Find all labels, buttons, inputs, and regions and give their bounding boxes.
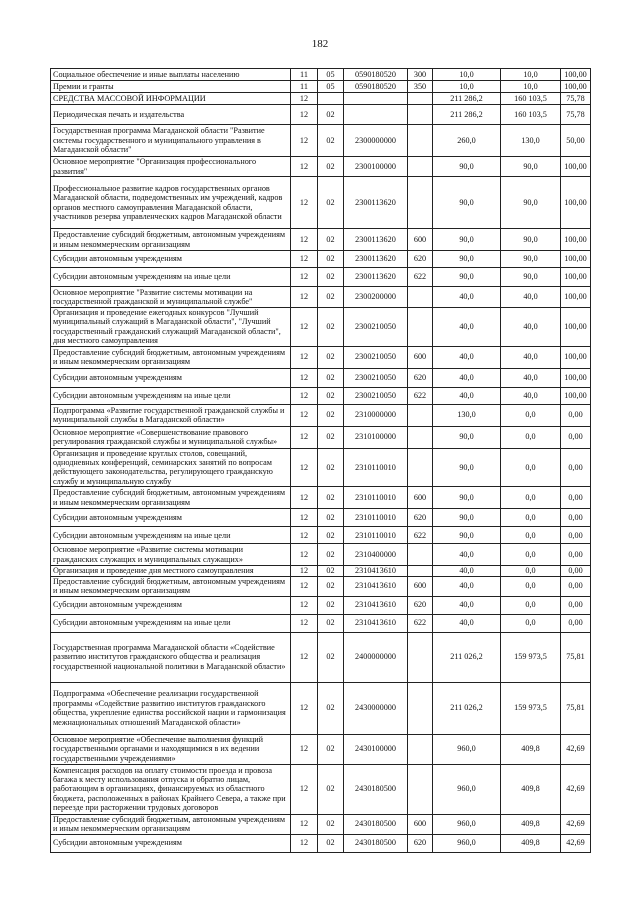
cell-target-code: 2310413610 bbox=[344, 576, 408, 596]
cell-percent: 50,00 bbox=[561, 125, 591, 157]
cell-name: Подпрограмма «Обеспечение реализации государственной программы «Содействие развитию институтов гражданского общества, укрепление единства российской нации и гармонизация межнациональных отношений Магаданской области» bbox=[51, 682, 291, 734]
table-row bbox=[51, 125, 591, 157]
cell-section: 12 bbox=[291, 682, 318, 734]
cell-expense-type bbox=[408, 544, 433, 566]
cell-subsection: 02 bbox=[318, 734, 344, 764]
cell-planned: 90,0 bbox=[433, 426, 501, 448]
cell-planned: 40,0 bbox=[433, 287, 501, 308]
cell-section: 12 bbox=[291, 448, 318, 487]
cell-name: СРЕДСТВА МАССОВОЙ ИНФОРМАЦИИ bbox=[51, 93, 291, 105]
cell-section: 12 bbox=[291, 487, 318, 509]
cell-section: 12 bbox=[291, 632, 318, 682]
cell-target-code: 2300210050 bbox=[344, 346, 408, 368]
cell-subsection: 02 bbox=[318, 387, 344, 404]
table-row bbox=[51, 308, 591, 347]
table-row bbox=[51, 93, 591, 105]
cell-actual: 409,8 bbox=[501, 834, 561, 852]
cell-subsection: 05 bbox=[318, 81, 344, 93]
cell-expense-type: 622 bbox=[408, 527, 433, 544]
cell-expense-type: 350 bbox=[408, 81, 433, 93]
cell-expense-type bbox=[408, 93, 433, 105]
cell-name: Предоставление субсидий бюджетным, автономным учреждениям и иным некоммерческим организациям bbox=[51, 487, 291, 509]
cell-target-code: 2310413610 bbox=[344, 566, 408, 576]
cell-subsection: 02 bbox=[318, 426, 344, 448]
cell-target-code bbox=[344, 93, 408, 105]
cell-planned: 90,0 bbox=[433, 487, 501, 509]
cell-target-code: 2310400000 bbox=[344, 544, 408, 566]
cell-percent: 75,78 bbox=[561, 105, 591, 125]
cell-expense-type: 620 bbox=[408, 509, 433, 527]
cell-actual: 0,0 bbox=[501, 487, 561, 509]
cell-section: 12 bbox=[291, 308, 318, 347]
cell-subsection: 02 bbox=[318, 834, 344, 852]
cell-expense-type: 622 bbox=[408, 268, 433, 287]
cell-actual: 0,0 bbox=[501, 509, 561, 527]
cell-name: Социальное обеспечение и иные выплаты населению bbox=[51, 69, 291, 81]
cell-target-code: 2400000000 bbox=[344, 632, 408, 682]
cell-section: 12 bbox=[291, 814, 318, 834]
cell-expense-type bbox=[408, 566, 433, 576]
cell-actual: 0,0 bbox=[501, 576, 561, 596]
cell-expense-type bbox=[408, 734, 433, 764]
cell-name: Предоставление субсидий бюджетным, автономным учреждениям и иным некоммерческим организациям bbox=[51, 576, 291, 596]
cell-subsection: 02 bbox=[318, 614, 344, 632]
table-row bbox=[51, 596, 591, 614]
cell-percent: 100,00 bbox=[561, 368, 591, 387]
table-row bbox=[51, 487, 591, 509]
cell-expense-type: 600 bbox=[408, 814, 433, 834]
cell-percent: 100,00 bbox=[561, 69, 591, 81]
cell-subsection: 02 bbox=[318, 566, 344, 576]
cell-section: 12 bbox=[291, 177, 318, 229]
cell-actual: 40,0 bbox=[501, 346, 561, 368]
cell-actual: 90,0 bbox=[501, 177, 561, 229]
cell-actual: 90,0 bbox=[501, 157, 561, 177]
cell-planned: 90,0 bbox=[433, 448, 501, 487]
cell-name: Организация и проведение дня местного самоуправления bbox=[51, 566, 291, 576]
cell-name: Организация и проведение круглых столов, совещаний, однодневных конференций, семинарских занятий по вопросам действующего законодательства, регулирующего гражданскую службу и муниципальную службу bbox=[51, 448, 291, 487]
cell-planned: 40,0 bbox=[433, 368, 501, 387]
table-row bbox=[51, 287, 591, 308]
cell-percent: 42,69 bbox=[561, 764, 591, 814]
cell-name: Премии и гранты bbox=[51, 81, 291, 93]
cell-name: Субсидии автономным учреждениям bbox=[51, 596, 291, 614]
cell-target-code: 2300210050 bbox=[344, 308, 408, 347]
cell-percent: 0,00 bbox=[561, 426, 591, 448]
cell-section: 12 bbox=[291, 576, 318, 596]
cell-planned: 40,0 bbox=[433, 566, 501, 576]
cell-name: Основное мероприятие «Совершенствование правового регулирования гражданской службы и муниципальной службы» bbox=[51, 426, 291, 448]
cell-target-code: 2310110010 bbox=[344, 487, 408, 509]
table-row bbox=[51, 81, 591, 93]
budget-table bbox=[50, 68, 591, 853]
cell-target-code: 2300210050 bbox=[344, 387, 408, 404]
table-row bbox=[51, 734, 591, 764]
cell-section: 12 bbox=[291, 93, 318, 105]
cell-actual: 0,0 bbox=[501, 614, 561, 632]
cell-expense-type: 620 bbox=[408, 251, 433, 268]
cell-percent: 75,81 bbox=[561, 682, 591, 734]
cell-subsection: 02 bbox=[318, 509, 344, 527]
cell-percent: 100,00 bbox=[561, 287, 591, 308]
cell-section: 12 bbox=[291, 105, 318, 125]
cell-section: 12 bbox=[291, 387, 318, 404]
cell-subsection: 02 bbox=[318, 251, 344, 268]
cell-percent: 0,00 bbox=[561, 576, 591, 596]
cell-target-code: 2430180500 bbox=[344, 764, 408, 814]
cell-section: 11 bbox=[291, 69, 318, 81]
cell-actual: 10,0 bbox=[501, 81, 561, 93]
cell-planned: 40,0 bbox=[433, 346, 501, 368]
table-row bbox=[51, 834, 591, 852]
cell-section: 12 bbox=[291, 368, 318, 387]
cell-name: Компенсация расходов на оплату стоимости проезда и провоза багажа к месту использования отпуска и обратно лицам, работающим в организациях, финансируемых из областного бюджета, расположенных в районах Крайнего Севера, а также при переезде при расторжении трудовых договоров bbox=[51, 764, 291, 814]
cell-percent: 100,00 bbox=[561, 251, 591, 268]
cell-planned: 960,0 bbox=[433, 764, 501, 814]
cell-subsection: 02 bbox=[318, 346, 344, 368]
cell-section: 12 bbox=[291, 125, 318, 157]
cell-expense-type: 620 bbox=[408, 834, 433, 852]
cell-expense-type: 620 bbox=[408, 368, 433, 387]
cell-target-code: 2300113620 bbox=[344, 268, 408, 287]
cell-target-code: 2310110010 bbox=[344, 448, 408, 487]
cell-subsection: 02 bbox=[318, 814, 344, 834]
cell-actual: 10,0 bbox=[501, 69, 561, 81]
cell-actual: 0,0 bbox=[501, 527, 561, 544]
table-row bbox=[51, 426, 591, 448]
table-row bbox=[51, 544, 591, 566]
cell-planned: 960,0 bbox=[433, 834, 501, 852]
cell-planned: 90,0 bbox=[433, 157, 501, 177]
table-row bbox=[51, 69, 591, 81]
cell-target-code: 2430180500 bbox=[344, 814, 408, 834]
cell-name: Основное мероприятие "Организация профессионального развития" bbox=[51, 157, 291, 177]
cell-percent: 100,00 bbox=[561, 346, 591, 368]
cell-target-code: 2300113620 bbox=[344, 229, 408, 251]
cell-percent: 42,69 bbox=[561, 734, 591, 764]
cell-actual: 90,0 bbox=[501, 251, 561, 268]
cell-percent: 100,00 bbox=[561, 177, 591, 229]
cell-target-code: 2300210050 bbox=[344, 368, 408, 387]
table-row bbox=[51, 566, 591, 576]
cell-subsection: 02 bbox=[318, 682, 344, 734]
cell-subsection: 02 bbox=[318, 764, 344, 814]
cell-subsection: 02 bbox=[318, 287, 344, 308]
cell-expense-type bbox=[408, 177, 433, 229]
cell-name: Субсидии автономным учреждениям на иные цели bbox=[51, 387, 291, 404]
cell-actual: 409,8 bbox=[501, 734, 561, 764]
cell-percent: 0,00 bbox=[561, 614, 591, 632]
cell-percent: 0,00 bbox=[561, 544, 591, 566]
cell-expense-type bbox=[408, 157, 433, 177]
cell-target-code: 2430000000 bbox=[344, 682, 408, 734]
cell-section: 12 bbox=[291, 426, 318, 448]
cell-expense-type: 600 bbox=[408, 576, 433, 596]
cell-subsection: 02 bbox=[318, 105, 344, 125]
cell-subsection: 02 bbox=[318, 596, 344, 614]
table-row bbox=[51, 527, 591, 544]
table-row bbox=[51, 632, 591, 682]
cell-actual: 90,0 bbox=[501, 268, 561, 287]
cell-name: Субсидии автономным учреждениям bbox=[51, 509, 291, 527]
cell-planned: 960,0 bbox=[433, 734, 501, 764]
cell-planned: 211 026,2 bbox=[433, 682, 501, 734]
cell-planned: 211 026,2 bbox=[433, 632, 501, 682]
cell-planned: 90,0 bbox=[433, 527, 501, 544]
cell-actual: 40,0 bbox=[501, 368, 561, 387]
cell-name: Предоставление субсидий бюджетным, автономным учреждениям и иным некоммерческим организациям bbox=[51, 814, 291, 834]
cell-percent: 75,81 bbox=[561, 632, 591, 682]
cell-expense-type bbox=[408, 287, 433, 308]
cell-target-code: 0590180520 bbox=[344, 69, 408, 81]
cell-target-code: 2310110010 bbox=[344, 509, 408, 527]
cell-name: Организация и проведение ежегодных конкурсов "Лучший муниципальный служащий в Магаданской области", "Лучший государственный гражданский служащий Магаданской области", дня местного самоуправления bbox=[51, 308, 291, 347]
cell-name: Периодическая печать и издательства bbox=[51, 105, 291, 125]
cell-planned: 90,0 bbox=[433, 268, 501, 287]
cell-subsection: 02 bbox=[318, 125, 344, 157]
cell-percent: 42,69 bbox=[561, 834, 591, 852]
table-row bbox=[51, 576, 591, 596]
cell-expense-type bbox=[408, 632, 433, 682]
cell-section: 12 bbox=[291, 509, 318, 527]
cell-subsection: 02 bbox=[318, 177, 344, 229]
table-row bbox=[51, 682, 591, 734]
cell-subsection: 02 bbox=[318, 527, 344, 544]
cell-name: Подпрограмма «Развитие государственной гражданской службы и муниципальной службы в Магаданской области» bbox=[51, 404, 291, 426]
cell-planned: 40,0 bbox=[433, 596, 501, 614]
cell-actual: 160 103,5 bbox=[501, 93, 561, 105]
cell-percent: 100,00 bbox=[561, 308, 591, 347]
table-row bbox=[51, 614, 591, 632]
cell-planned: 260,0 bbox=[433, 125, 501, 157]
table-row bbox=[51, 368, 591, 387]
cell-section: 12 bbox=[291, 251, 318, 268]
table-row bbox=[51, 387, 591, 404]
cell-section: 12 bbox=[291, 596, 318, 614]
page-number: 182 bbox=[311, 38, 329, 50]
cell-expense-type bbox=[408, 105, 433, 125]
cell-section: 12 bbox=[291, 566, 318, 576]
cell-expense-type: 600 bbox=[408, 487, 433, 509]
cell-subsection: 05 bbox=[318, 69, 344, 81]
cell-percent: 100,00 bbox=[561, 229, 591, 251]
cell-target-code: 2310413610 bbox=[344, 596, 408, 614]
cell-subsection: 02 bbox=[318, 576, 344, 596]
table-row bbox=[51, 177, 591, 229]
cell-target-code: 2430180500 bbox=[344, 834, 408, 852]
cell-name: Субсидии автономным учреждениям bbox=[51, 368, 291, 387]
cell-actual: 40,0 bbox=[501, 387, 561, 404]
cell-name: Предоставление субсидий бюджетным, автономным учреждениям и иным некоммерческим организациям bbox=[51, 346, 291, 368]
cell-percent: 0,00 bbox=[561, 404, 591, 426]
cell-planned: 130,0 bbox=[433, 404, 501, 426]
cell-expense-type: 600 bbox=[408, 346, 433, 368]
cell-planned: 90,0 bbox=[433, 229, 501, 251]
cell-target-code: 2300113620 bbox=[344, 251, 408, 268]
cell-actual: 160 103,5 bbox=[501, 105, 561, 125]
cell-expense-type bbox=[408, 682, 433, 734]
table-row bbox=[51, 346, 591, 368]
cell-percent: 0,00 bbox=[561, 509, 591, 527]
cell-name: Предоставление субсидий бюджетным, автономным учреждениям и иным некоммерческим организациям bbox=[51, 229, 291, 251]
table-row bbox=[51, 814, 591, 834]
table-row bbox=[51, 157, 591, 177]
cell-planned: 40,0 bbox=[433, 387, 501, 404]
cell-expense-type bbox=[408, 308, 433, 347]
cell-planned: 960,0 bbox=[433, 814, 501, 834]
cell-target-code: 2300000000 bbox=[344, 125, 408, 157]
cell-target-code: 2430100000 bbox=[344, 734, 408, 764]
cell-percent: 100,00 bbox=[561, 81, 591, 93]
cell-section: 12 bbox=[291, 287, 318, 308]
cell-name: Государственная программа Магаданской области «Содействие развитию институтов гражданского общества и реализация государственной национальной политики в Магаданской области» bbox=[51, 632, 291, 682]
cell-expense-type bbox=[408, 426, 433, 448]
cell-target-code: 2310110010 bbox=[344, 527, 408, 544]
cell-section: 12 bbox=[291, 229, 318, 251]
cell-actual: 159 973,5 bbox=[501, 682, 561, 734]
cell-section: 12 bbox=[291, 544, 318, 566]
cell-planned: 10,0 bbox=[433, 69, 501, 81]
cell-expense-type bbox=[408, 404, 433, 426]
cell-planned: 10,0 bbox=[433, 81, 501, 93]
cell-expense-type: 622 bbox=[408, 614, 433, 632]
cell-target-code: 2310000000 bbox=[344, 404, 408, 426]
table-row bbox=[51, 448, 591, 487]
cell-percent: 0,00 bbox=[561, 566, 591, 576]
cell-section: 12 bbox=[291, 268, 318, 287]
cell-subsection: 02 bbox=[318, 544, 344, 566]
cell-name: Субсидии автономным учреждениям на иные цели bbox=[51, 268, 291, 287]
cell-subsection: 02 bbox=[318, 308, 344, 347]
cell-section: 12 bbox=[291, 614, 318, 632]
cell-target-code: 0590180520 bbox=[344, 81, 408, 93]
cell-planned: 40,0 bbox=[433, 308, 501, 347]
cell-actual: 0,0 bbox=[501, 544, 561, 566]
cell-actual: 409,8 bbox=[501, 814, 561, 834]
cell-section: 12 bbox=[291, 734, 318, 764]
cell-percent: 75,78 bbox=[561, 93, 591, 105]
cell-actual: 40,0 bbox=[501, 308, 561, 347]
table-row bbox=[51, 509, 591, 527]
table-row bbox=[51, 105, 591, 125]
cell-planned: 40,0 bbox=[433, 576, 501, 596]
cell-actual: 40,0 bbox=[501, 287, 561, 308]
cell-subsection: 02 bbox=[318, 448, 344, 487]
cell-percent: 100,00 bbox=[561, 268, 591, 287]
cell-planned: 211 286,2 bbox=[433, 93, 501, 105]
cell-expense-type bbox=[408, 125, 433, 157]
cell-target-code: 2310413610 bbox=[344, 614, 408, 632]
budget-table-body bbox=[51, 69, 591, 853]
cell-expense-type: 600 bbox=[408, 229, 433, 251]
cell-section: 12 bbox=[291, 157, 318, 177]
cell-target-code bbox=[344, 105, 408, 125]
cell-section: 12 bbox=[291, 346, 318, 368]
cell-percent: 100,00 bbox=[561, 157, 591, 177]
cell-section: 12 bbox=[291, 764, 318, 814]
cell-percent: 0,00 bbox=[561, 448, 591, 487]
cell-planned: 40,0 bbox=[433, 544, 501, 566]
table-row bbox=[51, 251, 591, 268]
cell-percent: 42,69 bbox=[561, 814, 591, 834]
cell-planned: 40,0 bbox=[433, 614, 501, 632]
cell-planned: 90,0 bbox=[433, 509, 501, 527]
cell-name: Государственная программа Магаданской области "Развитие системы государственного и муниципального управления в Магаданской области" bbox=[51, 125, 291, 157]
table-row bbox=[51, 404, 591, 426]
table-row bbox=[51, 229, 591, 251]
cell-section: 12 bbox=[291, 404, 318, 426]
cell-name: Субсидии автономным учреждениям на иные цели bbox=[51, 527, 291, 544]
cell-actual: 90,0 bbox=[501, 229, 561, 251]
cell-subsection: 02 bbox=[318, 487, 344, 509]
cell-subsection: 02 bbox=[318, 229, 344, 251]
cell-percent: 100,00 bbox=[561, 387, 591, 404]
cell-actual: 130,0 bbox=[501, 125, 561, 157]
cell-target-code: 2300200000 bbox=[344, 287, 408, 308]
cell-actual: 0,0 bbox=[501, 426, 561, 448]
cell-actual: 0,0 bbox=[501, 566, 561, 576]
cell-expense-type: 300 bbox=[408, 69, 433, 81]
cell-name: Профессиональное развитие кадров государственных органов Магаданской области, подведомственных им учреждений, кадров органов местного самоуправления Магаданской области, участников резерва управленческих кадров Магаданской области bbox=[51, 177, 291, 229]
cell-subsection: 02 bbox=[318, 404, 344, 426]
cell-subsection: 02 bbox=[318, 368, 344, 387]
cell-name: Субсидии автономным учреждениям на иные цели bbox=[51, 614, 291, 632]
cell-percent: 0,00 bbox=[561, 527, 591, 544]
cell-section: 11 bbox=[291, 81, 318, 93]
cell-name: Основное мероприятие «Развитие системы мотивации гражданских служащих и муниципальных служащих» bbox=[51, 544, 291, 566]
cell-subsection: 02 bbox=[318, 632, 344, 682]
cell-target-code: 2300100000 bbox=[344, 157, 408, 177]
cell-subsection: 02 bbox=[318, 157, 344, 177]
cell-actual: 0,0 bbox=[501, 448, 561, 487]
cell-name: Основное мероприятие «Обеспечение выполнения функций государственными органами и находящимися в их ведении государственными учреждениями» bbox=[51, 734, 291, 764]
cell-planned: 90,0 bbox=[433, 177, 501, 229]
cell-name: Основное мероприятие "Развитие системы мотивации на государственной гражданской и муниципальной службе" bbox=[51, 287, 291, 308]
cell-actual: 159 973,5 bbox=[501, 632, 561, 682]
cell-planned: 211 286,2 bbox=[433, 105, 501, 125]
cell-expense-type: 622 bbox=[408, 387, 433, 404]
cell-actual: 0,0 bbox=[501, 596, 561, 614]
cell-target-code: 2310100000 bbox=[344, 426, 408, 448]
cell-name: Субсидии автономным учреждениям bbox=[51, 251, 291, 268]
cell-expense-type bbox=[408, 764, 433, 814]
cell-actual: 409,8 bbox=[501, 764, 561, 814]
cell-actual: 0,0 bbox=[501, 404, 561, 426]
cell-percent: 0,00 bbox=[561, 487, 591, 509]
cell-subsection: 02 bbox=[318, 268, 344, 287]
cell-planned: 90,0 bbox=[433, 251, 501, 268]
cell-expense-type: 620 bbox=[408, 596, 433, 614]
table-row bbox=[51, 764, 591, 814]
cell-section: 12 bbox=[291, 527, 318, 544]
cell-percent: 0,00 bbox=[561, 596, 591, 614]
cell-expense-type bbox=[408, 448, 433, 487]
cell-section: 12 bbox=[291, 834, 318, 852]
table-row bbox=[51, 268, 591, 287]
cell-subsection bbox=[318, 93, 344, 105]
cell-target-code: 2300113620 bbox=[344, 177, 408, 229]
cell-name: Субсидии автономным учреждениям bbox=[51, 834, 291, 852]
